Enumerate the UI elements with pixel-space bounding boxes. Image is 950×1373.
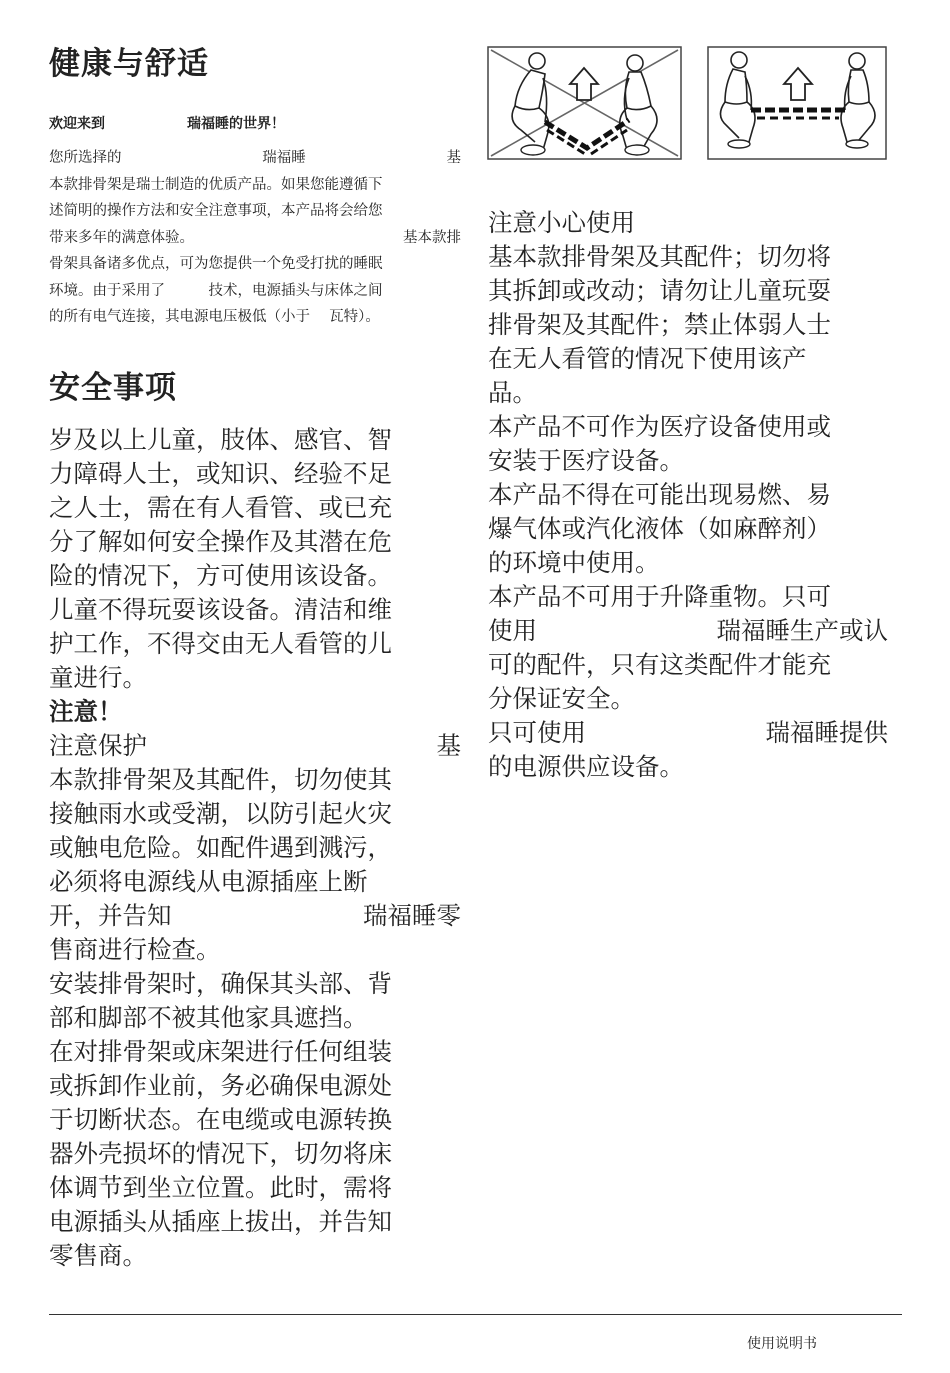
text-line: 体调节到坐立位置。此时，需将 [49, 1172, 392, 1202]
text-segment: 基本款排 [403, 229, 461, 246]
footer-label: 使用说明书 [747, 1336, 817, 1352]
welcome-text-a: 欢迎来到 [49, 116, 105, 132]
text-line: 其拆卸或改动；请勿让儿童玩耍 [488, 276, 831, 305]
text-line: 或拆卸作业前，务必确保电源处 [49, 1070, 392, 1100]
text-segment: 注意保护 [49, 730, 147, 760]
text-line: 本款排骨架是瑞士制造的优质产品。如果您能遵循下 [49, 176, 383, 193]
text-line: 注意小心使用 [488, 208, 635, 237]
text-line: 售商进行检查。 [49, 934, 221, 964]
page-title: 健康与舒适 [49, 46, 209, 82]
text-line: 器外壳损坏的情况下，切勿将床 [49, 1138, 392, 1168]
text-line [49, 145, 461, 172]
text-line [488, 716, 888, 750]
text-line: 本产品不得在可能出现易燃、易 [488, 480, 831, 509]
text-line: 零售商。 [49, 1240, 147, 1270]
text-line: 分保证安全。 [488, 684, 635, 713]
text-line: 可的配件，只有这类配件才能充 [488, 650, 831, 679]
text-segment: 瑞福睡生产或认 [716, 616, 888, 645]
text-line [49, 729, 461, 763]
text-line: 本产品不可用于升降重物。只可 [488, 582, 831, 611]
text-line: 之人士，需在有人看管、或已充 [49, 492, 392, 522]
footer-divider [49, 1314, 902, 1315]
text-line: 于切断状态。在电缆或电源转换 [49, 1104, 392, 1134]
text-line: 品。 [488, 378, 537, 407]
safety-paragraph [49, 423, 461, 1273]
text-segment: 开，并告知 [49, 900, 172, 930]
text-line: 的环境中使用。 [488, 548, 660, 577]
text-line: 力障碍人士，或知识、经验不足 [49, 458, 392, 488]
text-line: 岁及以上儿童，肢体、感官、智 [49, 424, 392, 454]
text-segment: 瑞福睡零 [363, 900, 461, 930]
text-line [488, 614, 888, 648]
lifting-correct-icon [708, 47, 886, 159]
left-column [49, 38, 461, 1273]
text-line: 骨架具备诸多优点，可为您提供一个免受打扰的睡眠 [49, 256, 383, 272]
text-segment: 只可使用 [488, 718, 586, 747]
lifting-instruction-pictograms [487, 46, 887, 160]
text-line: 电源插头从插座上拔出，并告知 [49, 1206, 392, 1236]
text-line: 部和脚部不被其他家具遮挡。 [49, 1002, 368, 1032]
text-line: 在无人看管的情况下使用该产 [488, 344, 807, 373]
text-line: 护工作，不得交由无人看管的儿 [49, 628, 392, 658]
text-segment: 基 [436, 730, 461, 760]
text-line: 安装于医疗设备。 [488, 446, 684, 475]
text-line: 基本款排骨架及其配件；切勿将 [488, 242, 831, 271]
text-line: 险的情况下，方可使用该设备。 [49, 560, 392, 590]
text-line: 童进行。 [49, 662, 147, 692]
text-segment: 使用 [488, 616, 537, 645]
text-line [49, 225, 461, 252]
text-line: 述简明的操作方法和安全注意事项，本产品将会给您 [49, 203, 383, 219]
text-line: 儿童不得玩耍该设备。清洁和维 [49, 594, 392, 624]
text-segment: 瑞福睡 [262, 150, 306, 166]
text-line: 爆气体或汽化液体（如麻醉剂） [488, 514, 831, 543]
text-segment: 带来多年的满意体验。 [49, 229, 194, 246]
text-segment: 瑞福睡提供 [765, 718, 888, 747]
text-line: 接触雨水或受潮，以防引起火灾 [49, 798, 392, 828]
text-line: 的所有电气连接，其电源电压极低（小于 瓦特）。 [49, 309, 380, 325]
text-line: 本产品不可作为医疗设备使用或 [488, 412, 831, 441]
safety-title: 安全事项 [49, 369, 177, 406]
text-line: 必须将电源线从电源插座上断 [49, 866, 368, 896]
welcome-text-b: 瑞福睡的世界！ [187, 116, 285, 132]
text-line: 分了解如何安全操作及其潜在危 [49, 526, 392, 556]
notice-heading: 注意！ [49, 696, 123, 726]
welcome-line [49, 113, 461, 135]
text-line [49, 899, 461, 933]
text-line: 安装排骨架时，确保其头部、背 [49, 968, 392, 998]
text-line: 或触电危险。如配件遇到溅污， [49, 832, 392, 862]
text-segment: 基 [446, 150, 461, 166]
text-line: 本款排骨架及其配件，切勿使其 [49, 764, 392, 794]
text-line: 在对排骨架或床架进行任何组装 [49, 1036, 392, 1066]
intro-paragraph [49, 145, 461, 331]
right-column [488, 206, 888, 784]
lifting-wrong-icon [488, 47, 681, 159]
text-line: 排骨架及其配件；禁止体弱人士 [488, 310, 831, 339]
text-line: 的电源供应设备。 [488, 752, 684, 781]
text-segment: 您所选择的 [49, 150, 122, 166]
text-line: 环境。由于采用了 技术，电源插头与床体之间 [49, 282, 383, 299]
